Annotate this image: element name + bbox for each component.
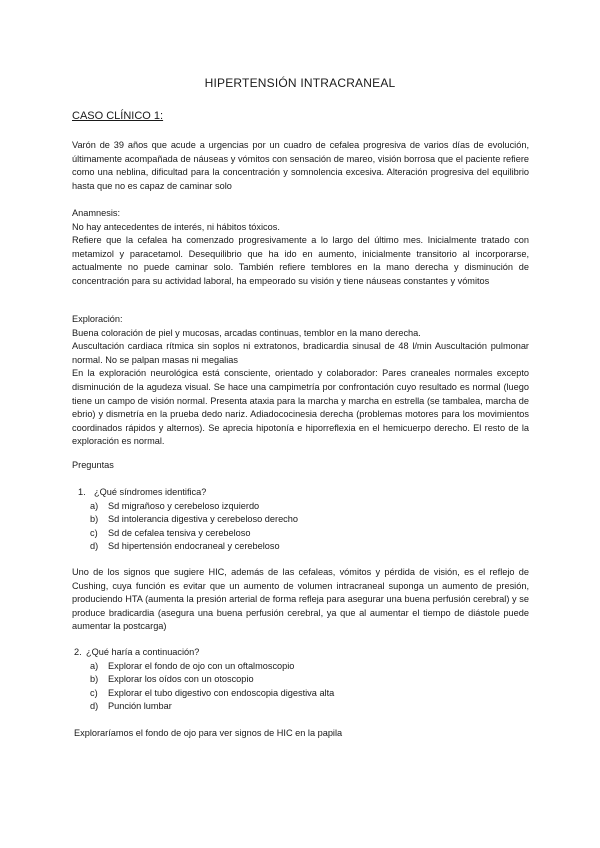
option-item <box>72 540 529 554</box>
option-item <box>72 527 529 541</box>
option-label: d) <box>90 701 99 712</box>
document-title: HIPERTENSIÓN INTRACRANEAL <box>204 76 396 90</box>
option-text: Explorar el fondo de ojo con un oftalmoscopio <box>108 660 295 671</box>
question-2-number: 2. <box>74 647 82 657</box>
option-text: Explorar los oídos con un otoscopio <box>108 674 254 685</box>
exploracion-section <box>72 313 529 449</box>
question-1-text: ¿Qué síndromes identifica? <box>94 487 207 497</box>
option-label: d) <box>90 541 99 552</box>
option-text: Sd de cefalea tensiva y cerebeloso <box>108 527 251 538</box>
option-item <box>72 513 529 527</box>
case-intro-text: Varón de 39 años que acude a urgencias por un cuadro de cefalea progresiva de varios días de evolución, últimamente acompañada de náuseas y vómitos con sensación de mareo, visión borrosa que el paciente refiere como una neblina, dificultad para la concentración y somnolencia excesiva. Alteración progresiva del equilibrio hasta que no es capaz de caminar solo <box>72 140 529 191</box>
option-item <box>72 660 529 674</box>
question-1-number: 1. <box>78 487 86 497</box>
option-item <box>72 673 529 687</box>
question-2 <box>72 646 529 714</box>
case-intro <box>72 139 529 193</box>
option-text: Punción lumbar <box>108 701 172 712</box>
option-label: a) <box>90 660 99 671</box>
anamnesis-section <box>72 207 529 289</box>
case-heading: CASO CLÍNICO 1: <box>72 110 164 122</box>
anamnesis-paragraph: Refiere que la cefalea ha comenzado progresivamente a lo largo del último mes. Inicialmente tratado con metamizol y paracetamol. Desequilibrio que ha ido en aumento, inicialmente transitorio al incorporarse, actualmente no puede caminar solo. También refiere temblores en la mano derecha y disminución de concentración para su actividad laboral, ha empeorado su visión y tiene náuseas constantes y vómitos <box>72 235 529 286</box>
question-1-options <box>72 500 529 554</box>
preguntas-heading: Preguntas <box>72 460 114 470</box>
question-2-text: ¿Qué haría a continuación? <box>86 647 200 657</box>
exploracion-paragraph: En la exploración neurológica está consciente, orientado y colaborador: Pares craneales normales excepto disminución de la agudeza visual. Se hace una campimetría por confrontación cuyo resultado es normal (luego tiene un campo de visión normal. Presenta ataxia para la marcha y marcha en estrella (se tambalea, marcha de ebrio) y dismetría en la prueba dedo nariz. Adiadococinesia derecha (problemas motores para los movimientos coordinados rápidos y alternos). Se aprecia hipotonía e hiporreflexia en el hemicuerpo derecho. El resto de la exploración es normal. <box>72 368 529 447</box>
option-text: Sd intolerancia digestiva y cerebeloso derecho <box>108 514 298 525</box>
option-label: a) <box>90 500 99 511</box>
option-label: b) <box>90 514 99 525</box>
anamnesis-line: No hay antecedentes de interés, ni hábitos tóxicos. <box>72 221 280 232</box>
exploracion-heading: Exploración: <box>72 314 123 324</box>
option-item <box>72 500 529 514</box>
option-item <box>72 700 529 714</box>
anamnesis-heading: Anamnesis: <box>72 208 121 218</box>
option-text: Explorar el tubo digestivo con endoscopia digestiva alta <box>108 687 335 698</box>
option-label: b) <box>90 674 99 685</box>
option-text: Sd hipertensión endocraneal y cerebeloso <box>108 541 280 552</box>
option-label: c) <box>90 687 98 698</box>
question-2-answer: Exploraríamos el fondo de ojo para ver signos de HIC en la papila <box>74 728 343 738</box>
question-1-answer: Uno de los signos que sugiere HIC, además de las cefaleas, vómitos y pérdida de visión, es el reflejo de Cushing, cuya función es evitar que un aumento de volumen intracraneal suponga un aumento de presión, produciendo HTA (aumenta la presión arterial de forma refleja para asegurar una buena perfusión cerebral) y se produce bradicardia (asegura una buena perfusión cerebral, ya que al aumentar el tiempo de diástole puede aumentar la postcarga) <box>72 567 529 632</box>
option-label: c) <box>90 527 98 538</box>
question-1 <box>72 486 529 554</box>
exploracion-line-1: Buena coloración de piel y mucosas, arcadas continuas, temblor en la mano derecha. <box>72 327 421 338</box>
option-text: Sd migrañoso y cerebeloso izquierdo <box>108 500 260 511</box>
exploracion-line-2: Auscultación cardiaca rítmica sin soplos ni extratonos, bradicardia sinusal de 48 l/min Auscultación pulmonar normal. No se palpan masas ni megalias <box>72 341 529 365</box>
question-2-options <box>72 660 529 714</box>
option-item <box>72 687 529 701</box>
